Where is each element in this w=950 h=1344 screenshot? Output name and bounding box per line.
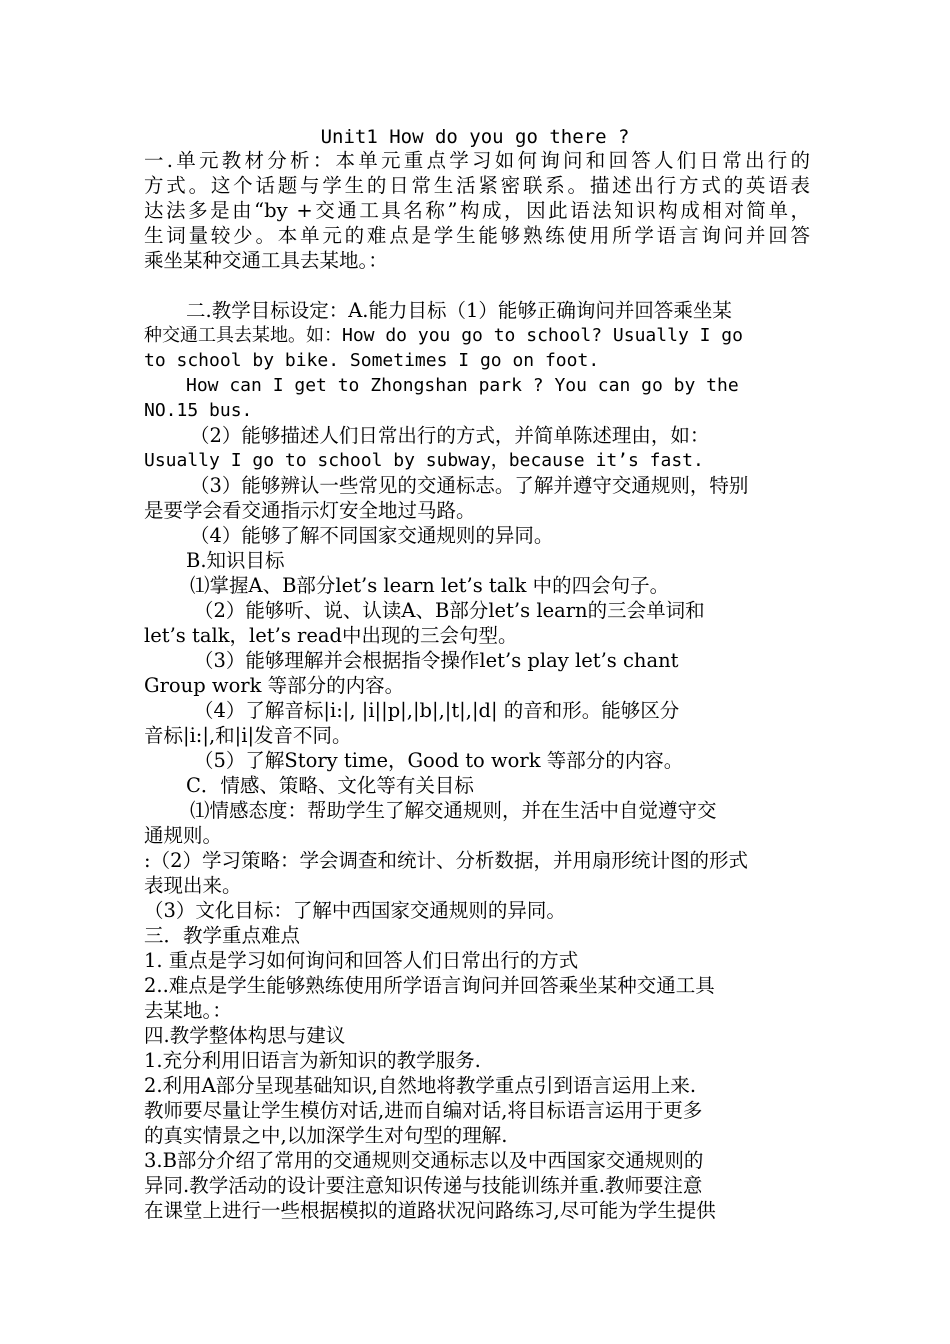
text-line: （3）能够理解并会根据指令操作let’s play let’s chant bbox=[194, 649, 679, 672]
text-line: 表现出来。 bbox=[144, 874, 242, 897]
document-body bbox=[144, 148, 810, 1223]
text-line: （4）能够了解不同国家交通规则的异同。 bbox=[190, 524, 554, 547]
text-line: 生词量较少。本单元的难点是学生能够熟练使用所学语言询问并回答 bbox=[144, 224, 810, 247]
text-line: 教师要尽量让学生模仿对话,进而自编对话,将目标语言运用于更多 bbox=[144, 1099, 703, 1122]
text-line: 通规则。 bbox=[144, 824, 223, 847]
text-line: 1.充分利用旧语言为新知识的教学服务. bbox=[144, 1049, 481, 1072]
text-line: Group work 等部分的内容。 bbox=[144, 674, 405, 697]
document-title: Unit1 How do you go there ? bbox=[320, 126, 630, 148]
text-line: 二.教学目标设定：A.能力目标（1）能够正确询问并回答乘坐某 bbox=[186, 299, 732, 322]
text-line: B.知识目标 bbox=[186, 549, 285, 572]
text-line: 异同.教学活动的设计要注意知识传递与技能训练并重.教师要注意 bbox=[144, 1174, 703, 1197]
text-line: （2）能够听、说、认读A、B部分let’s learn的三会单词和 bbox=[194, 599, 705, 622]
text-line: to school by bike. Sometimes I go on foot. bbox=[144, 350, 600, 371]
text-line: 的真实情景之中,以加深学生对句型的理解. bbox=[144, 1124, 508, 1147]
section-heading: 四.教学整体构思与建议 bbox=[144, 1024, 346, 1047]
text-line: 种交通工具去某地。如：How do you go to school? Usually I go bbox=[144, 325, 743, 346]
text-line: C．情感、策略、文化等有关目标 bbox=[186, 774, 474, 797]
text-line: （3）文化目标：了解中西国家交通规则的异同。 bbox=[144, 899, 566, 922]
text-line: （5）了解Story time，Good to work 等部分的内容。 bbox=[194, 749, 684, 772]
text-line: How can I get to Zhongshan park ? You can go by the bbox=[186, 375, 739, 396]
text-line: 去某地。： bbox=[144, 999, 232, 1022]
text-line: :（2）学习策略：学会调查和统计、分析数据，并用扇形统计图的形式 bbox=[144, 849, 748, 872]
text-line: let’s talk，let’s read中出现的三会句型。 bbox=[144, 624, 518, 647]
text-line: ⑴掌握A、B部分let’s learn let’s talk 中的四会句子。 bbox=[190, 574, 670, 597]
text-line: 音标|i:|,和|i|发音不同。 bbox=[144, 724, 352, 747]
text-line: 2.利用A部分呈现基础知识,自然地将教学重点引到语言运用上来. bbox=[144, 1074, 697, 1097]
text-line: NO.15 bus. bbox=[144, 400, 253, 421]
text-line: 方式。这个话题与学生的日常生活紧密联系。描述出行方式的英语表 bbox=[144, 174, 810, 197]
text-line: （3）能够辨认一些常见的交通标志。了解并遵守交通规则，特别 bbox=[190, 474, 749, 497]
text-line: （4）了解音标|i:|, |i||p|,|b|,|t|,|d| 的音和形。能够区分 bbox=[194, 699, 680, 722]
text-line: 一.单元教材分析：本单元重点学习如何询问和回答人们日常出行的 bbox=[144, 149, 810, 172]
text-line: 是要学会看交通指示灯安全地过马路。 bbox=[144, 499, 476, 522]
text-line: 达法多是由“by +交通工具名称”构成，因此语法知识构成相对简单， bbox=[144, 199, 810, 222]
text-line: 乘坐某种交通工具去某地。： bbox=[144, 249, 388, 272]
text-line: 3.B部分介绍了常用的交通规则交通标志以及中西国家交通规则的 bbox=[144, 1149, 704, 1172]
text-line: 1. 重点是学习如何询问和回答人们日常出行的方式 bbox=[144, 949, 579, 972]
text-line: Usually I go to school by subway，because it’s fast. bbox=[144, 450, 704, 471]
text-line: （2）能够描述人们日常出行的方式，并简单陈述理由，如： bbox=[190, 424, 710, 447]
text-line: ⑴情感态度：帮助学生了解交通规则，并在生活中自觉遵守交 bbox=[190, 799, 717, 822]
text-line: 在课堂上进行一些根据模拟的道路状况问路练习,尽可能为学生提供 bbox=[144, 1199, 716, 1222]
blank-line bbox=[144, 273, 810, 298]
text-line: 2..难点是学生能够熟练使用所学语言询问并回答乘坐某种交通工具 bbox=[144, 974, 715, 997]
section-heading: 三．教学重点难点 bbox=[144, 924, 301, 947]
